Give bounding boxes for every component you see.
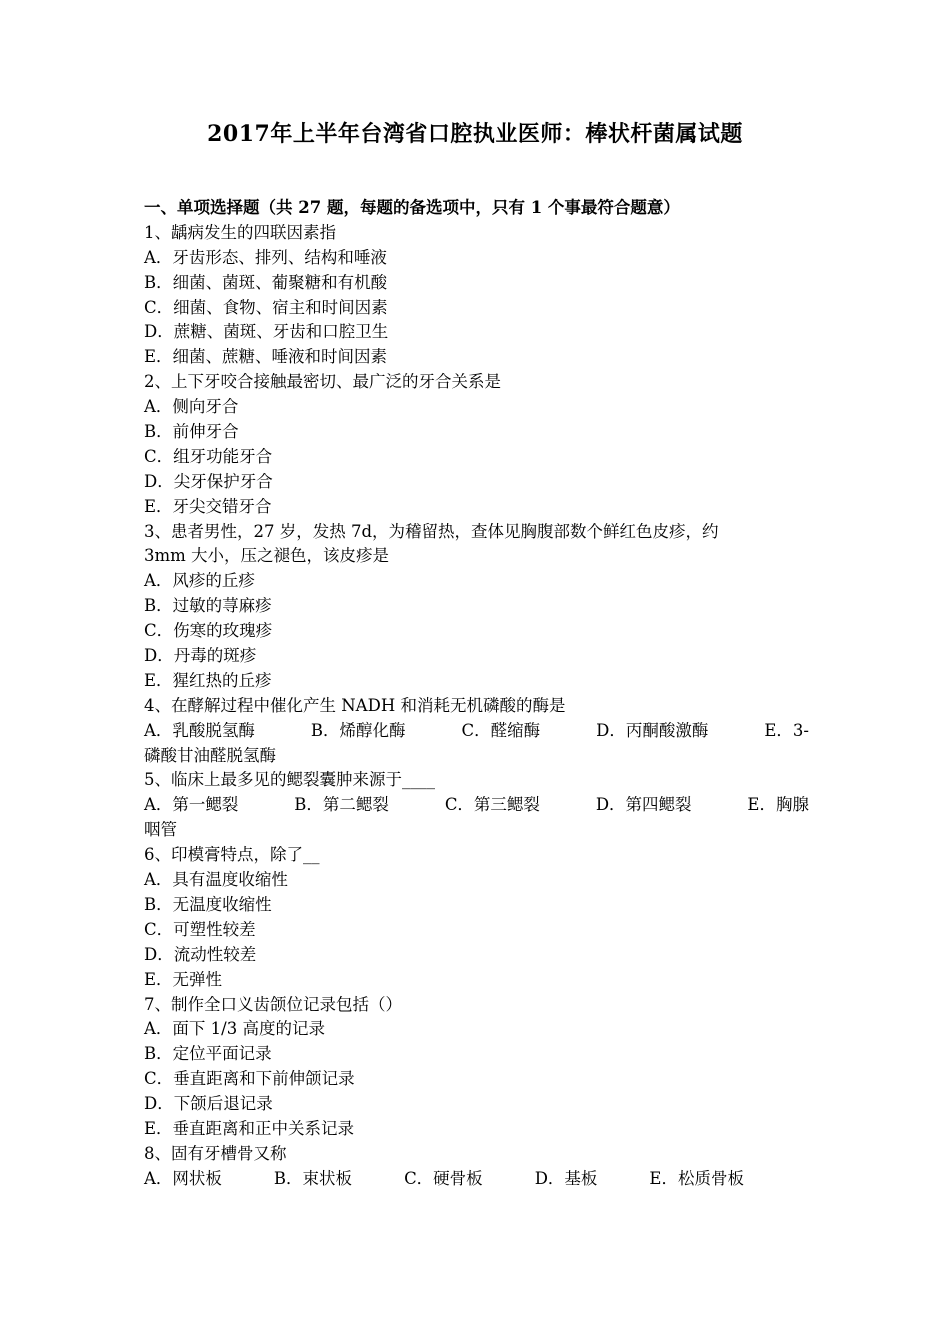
- answer-option: A．网状板: [144, 1168, 222, 1188]
- answer-option: A．牙齿形态、排列、结构和唾液: [144, 247, 387, 267]
- answer-option: A．乳酸脱氢酶: [144, 720, 255, 740]
- answer-option: B．烯醇化酶: [310, 720, 406, 740]
- answer-option: E．牙尖交错牙合: [144, 496, 272, 516]
- answer-option: B．过敏的荨麻疹: [144, 596, 272, 616]
- answer-option: C．伤寒的玫瑰疹: [144, 621, 273, 641]
- answer-option: E．猩红热的丘疹: [144, 670, 272, 690]
- answer-option: B．无温度收缩性: [144, 894, 272, 914]
- answer-option: A．侧向牙合: [144, 397, 239, 417]
- answer-option: C．可塑性较差: [144, 919, 256, 939]
- answer-option: E．胸腺: [747, 795, 809, 815]
- answer-option: C．醛缩酶: [461, 720, 541, 740]
- answer-option: D．丹毒的斑疹: [144, 646, 257, 666]
- question-stem: 4、在酵解过程中催化产生 NADH 和消耗无机磷酸的酶是: [144, 695, 566, 715]
- answer-option: E．垂直距离和正中关系记录: [144, 1118, 355, 1138]
- answer-option: C．硬骨板: [404, 1168, 483, 1188]
- answer-option: D．流动性较差: [144, 944, 257, 964]
- answer-option: A．风疹的丘疹: [144, 571, 255, 591]
- question-stem: 6、印模膏特点，除了__: [144, 845, 320, 865]
- answer-option: B．束状板: [273, 1168, 353, 1188]
- answer-option: E．3-: [764, 720, 809, 740]
- section-heading: 一、单项选择题（共 27 题，每题的备选项中，只有 1 个事最符合题意）: [144, 198, 680, 217]
- answer-option: C．细菌、食物、宿主和时间因素: [144, 297, 388, 317]
- question-stem: 8、固有牙槽骨又称: [144, 1143, 287, 1163]
- answer-option: C．组牙功能牙合: [144, 446, 273, 466]
- answer-options-row: [144, 793, 809, 818]
- answer-option: E．无弹性: [144, 969, 223, 989]
- answer-option-continuation: 咽管: [144, 820, 177, 840]
- answer-option: A．第一鳃裂: [144, 795, 239, 815]
- answer-option: E．细菌、蔗糖、唾液和时间因素: [144, 347, 388, 367]
- answer-option: B．前伸牙合: [144, 422, 239, 442]
- answer-option: D．基板: [534, 1168, 598, 1188]
- question-stem: 3、患者男性，27 岁，发热 7d，为稽留热，查体见胸腹部数个鲜红色皮疹，约: [144, 521, 719, 541]
- answer-option: D．第四鳃裂: [595, 795, 692, 815]
- answer-option: B．第二鳃裂: [294, 795, 389, 815]
- question-stem: 2、上下牙咬合接触最密切、最广泛的牙合关系是: [144, 372, 501, 392]
- answer-option: A．面下 1/3 高度的记录: [144, 1019, 325, 1039]
- answer-option: D．尖牙保护牙合: [144, 471, 273, 491]
- question-stem: 3mm 大小，压之褪色，该皮疹是: [144, 546, 390, 566]
- answer-option: B．定位平面记录: [144, 1044, 272, 1064]
- answer-options-row: [144, 719, 809, 744]
- question-stem: 5、临床上最多见的鳃裂囊肿来源于____: [144, 770, 435, 790]
- answer-option: C．垂直距离和下前伸颌记录: [144, 1069, 355, 1089]
- answer-option: B．细菌、菌斑、葡聚糖和有机酸: [144, 272, 388, 292]
- answer-option: D．蔗糖、菌斑、牙齿和口腔卫生: [144, 322, 389, 342]
- question-stem: 1、龋病发生的四联因素指: [144, 222, 336, 242]
- answer-options-row: [144, 1167, 744, 1192]
- question-stem: 7、制作全口义齿颌位记录包括（）: [144, 994, 402, 1014]
- document-title: 2017年上半年台湾省口腔执业医师：棒状杆菌属试题: [207, 121, 743, 147]
- answer-option: E．松质骨板: [649, 1168, 744, 1188]
- answer-option: C．第三鳃裂: [444, 795, 540, 815]
- answer-option-continuation: 磷酸甘油醛脱氢酶: [144, 745, 276, 765]
- question-list: [144, 196, 809, 1192]
- answer-option: D．下颌后退记录: [144, 1094, 273, 1114]
- answer-option: A．具有温度收缩性: [144, 870, 288, 890]
- answer-option: D．丙酮酸激酶: [596, 720, 709, 740]
